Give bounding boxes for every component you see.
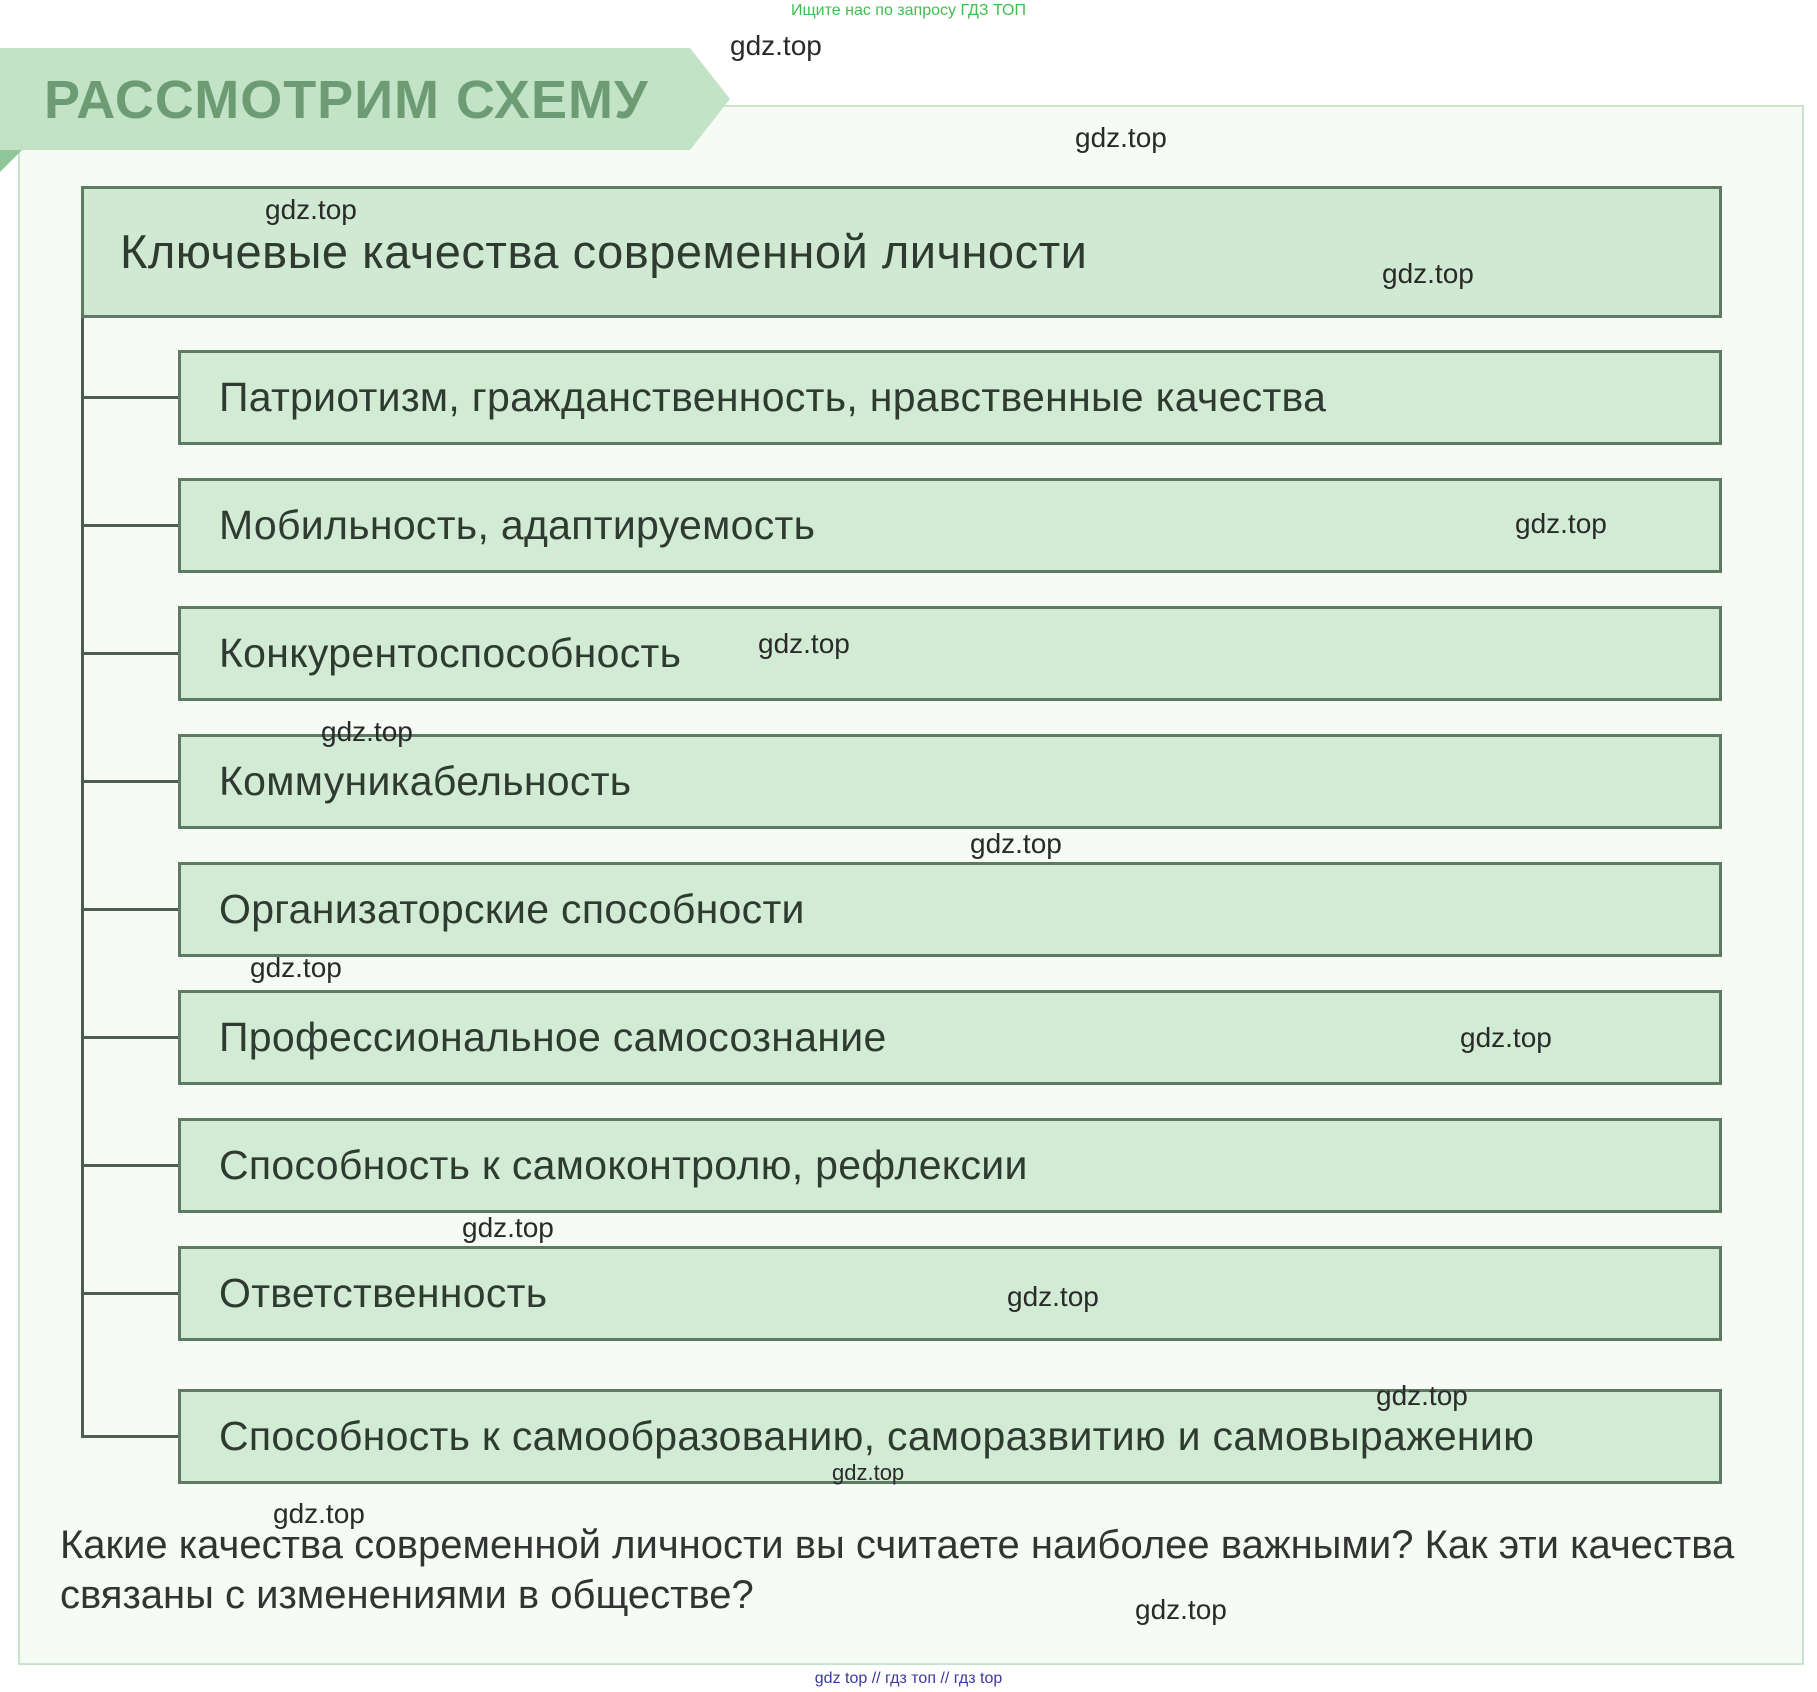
watermark: gdz.top: [970, 828, 1062, 859]
diagram-item-label: Профессиональное самосознание: [219, 1014, 887, 1060]
watermark: gdz.top: [1007, 1281, 1099, 1312]
watermark: gdz.top: [1376, 1380, 1468, 1411]
watermark: gdz.top: [250, 952, 342, 983]
connector-branch: [81, 780, 181, 783]
diagram-item-box: [178, 1246, 1722, 1341]
diagram-item-label: Ответственность: [219, 1270, 548, 1316]
connector-branch: [81, 1164, 181, 1167]
diagram-item-box: [178, 1389, 1722, 1484]
watermark: gdz.top: [1460, 1022, 1552, 1053]
watermark: gdz.top: [1075, 122, 1167, 153]
connector-branch: [81, 1036, 181, 1039]
diagram-item-label: Коммуникабельность: [219, 758, 632, 804]
top-note: Ищите нас по запросу ГДЗ ТОП: [791, 2, 1026, 19]
question-text: Какие качества современной личности вы считаете наиболее важными? Как эти качества связаны с изменениями в обществе?: [60, 1523, 1735, 1617]
watermark: gdz.top: [1135, 1594, 1227, 1625]
connector-branch: [81, 908, 181, 911]
watermark: gdz.top: [758, 628, 850, 659]
diagram-item-box: [178, 350, 1722, 445]
diagram-item-box: [178, 734, 1722, 829]
bottom-note: gdz top // гдз топ // гдз top: [814, 1670, 1003, 1687]
watermark: gdz.top: [1515, 508, 1607, 539]
connector-branch: [81, 1435, 181, 1438]
diagram-item-box: [178, 862, 1722, 957]
diagram-item-label: Конкурентоспособность: [219, 630, 682, 676]
connector-branch: [81, 524, 181, 527]
connector-trunk: [81, 318, 84, 1438]
diagram-item-box: [178, 1118, 1722, 1213]
diagram-item-label: Организаторские способности: [219, 886, 805, 932]
watermark: gdz.top: [730, 30, 822, 61]
diagram-item-label: Способность к самообразованию, саморазвитию и самовыражению: [219, 1413, 1535, 1459]
diagram-item-label: Патриотизм, гражданственность, нравственные качества: [219, 374, 1327, 420]
diagram-root-label: Ключевые качества современной личности: [120, 225, 1088, 278]
watermark: gdz.top: [265, 194, 357, 225]
diagram-item-box: [178, 606, 1722, 701]
connector-branch: [81, 1292, 181, 1295]
watermark: gdz.top: [273, 1498, 365, 1529]
watermark: gdz.top: [462, 1212, 554, 1243]
watermark: gdz.top: [1382, 258, 1474, 289]
connector-branch: [81, 396, 181, 399]
watermark: gdz.top: [321, 716, 413, 747]
section-title: РАССМОТРИМ СХЕМУ: [44, 70, 649, 130]
diagram-item-label: Способность к самоконтролю, рефлексии: [219, 1142, 1028, 1188]
connector-branch: [81, 652, 181, 655]
diagram-item-box: [178, 478, 1722, 573]
diagram-item-label: Мобильность, адаптируемость: [219, 502, 816, 548]
watermark: gdz.top: [832, 1460, 905, 1485]
